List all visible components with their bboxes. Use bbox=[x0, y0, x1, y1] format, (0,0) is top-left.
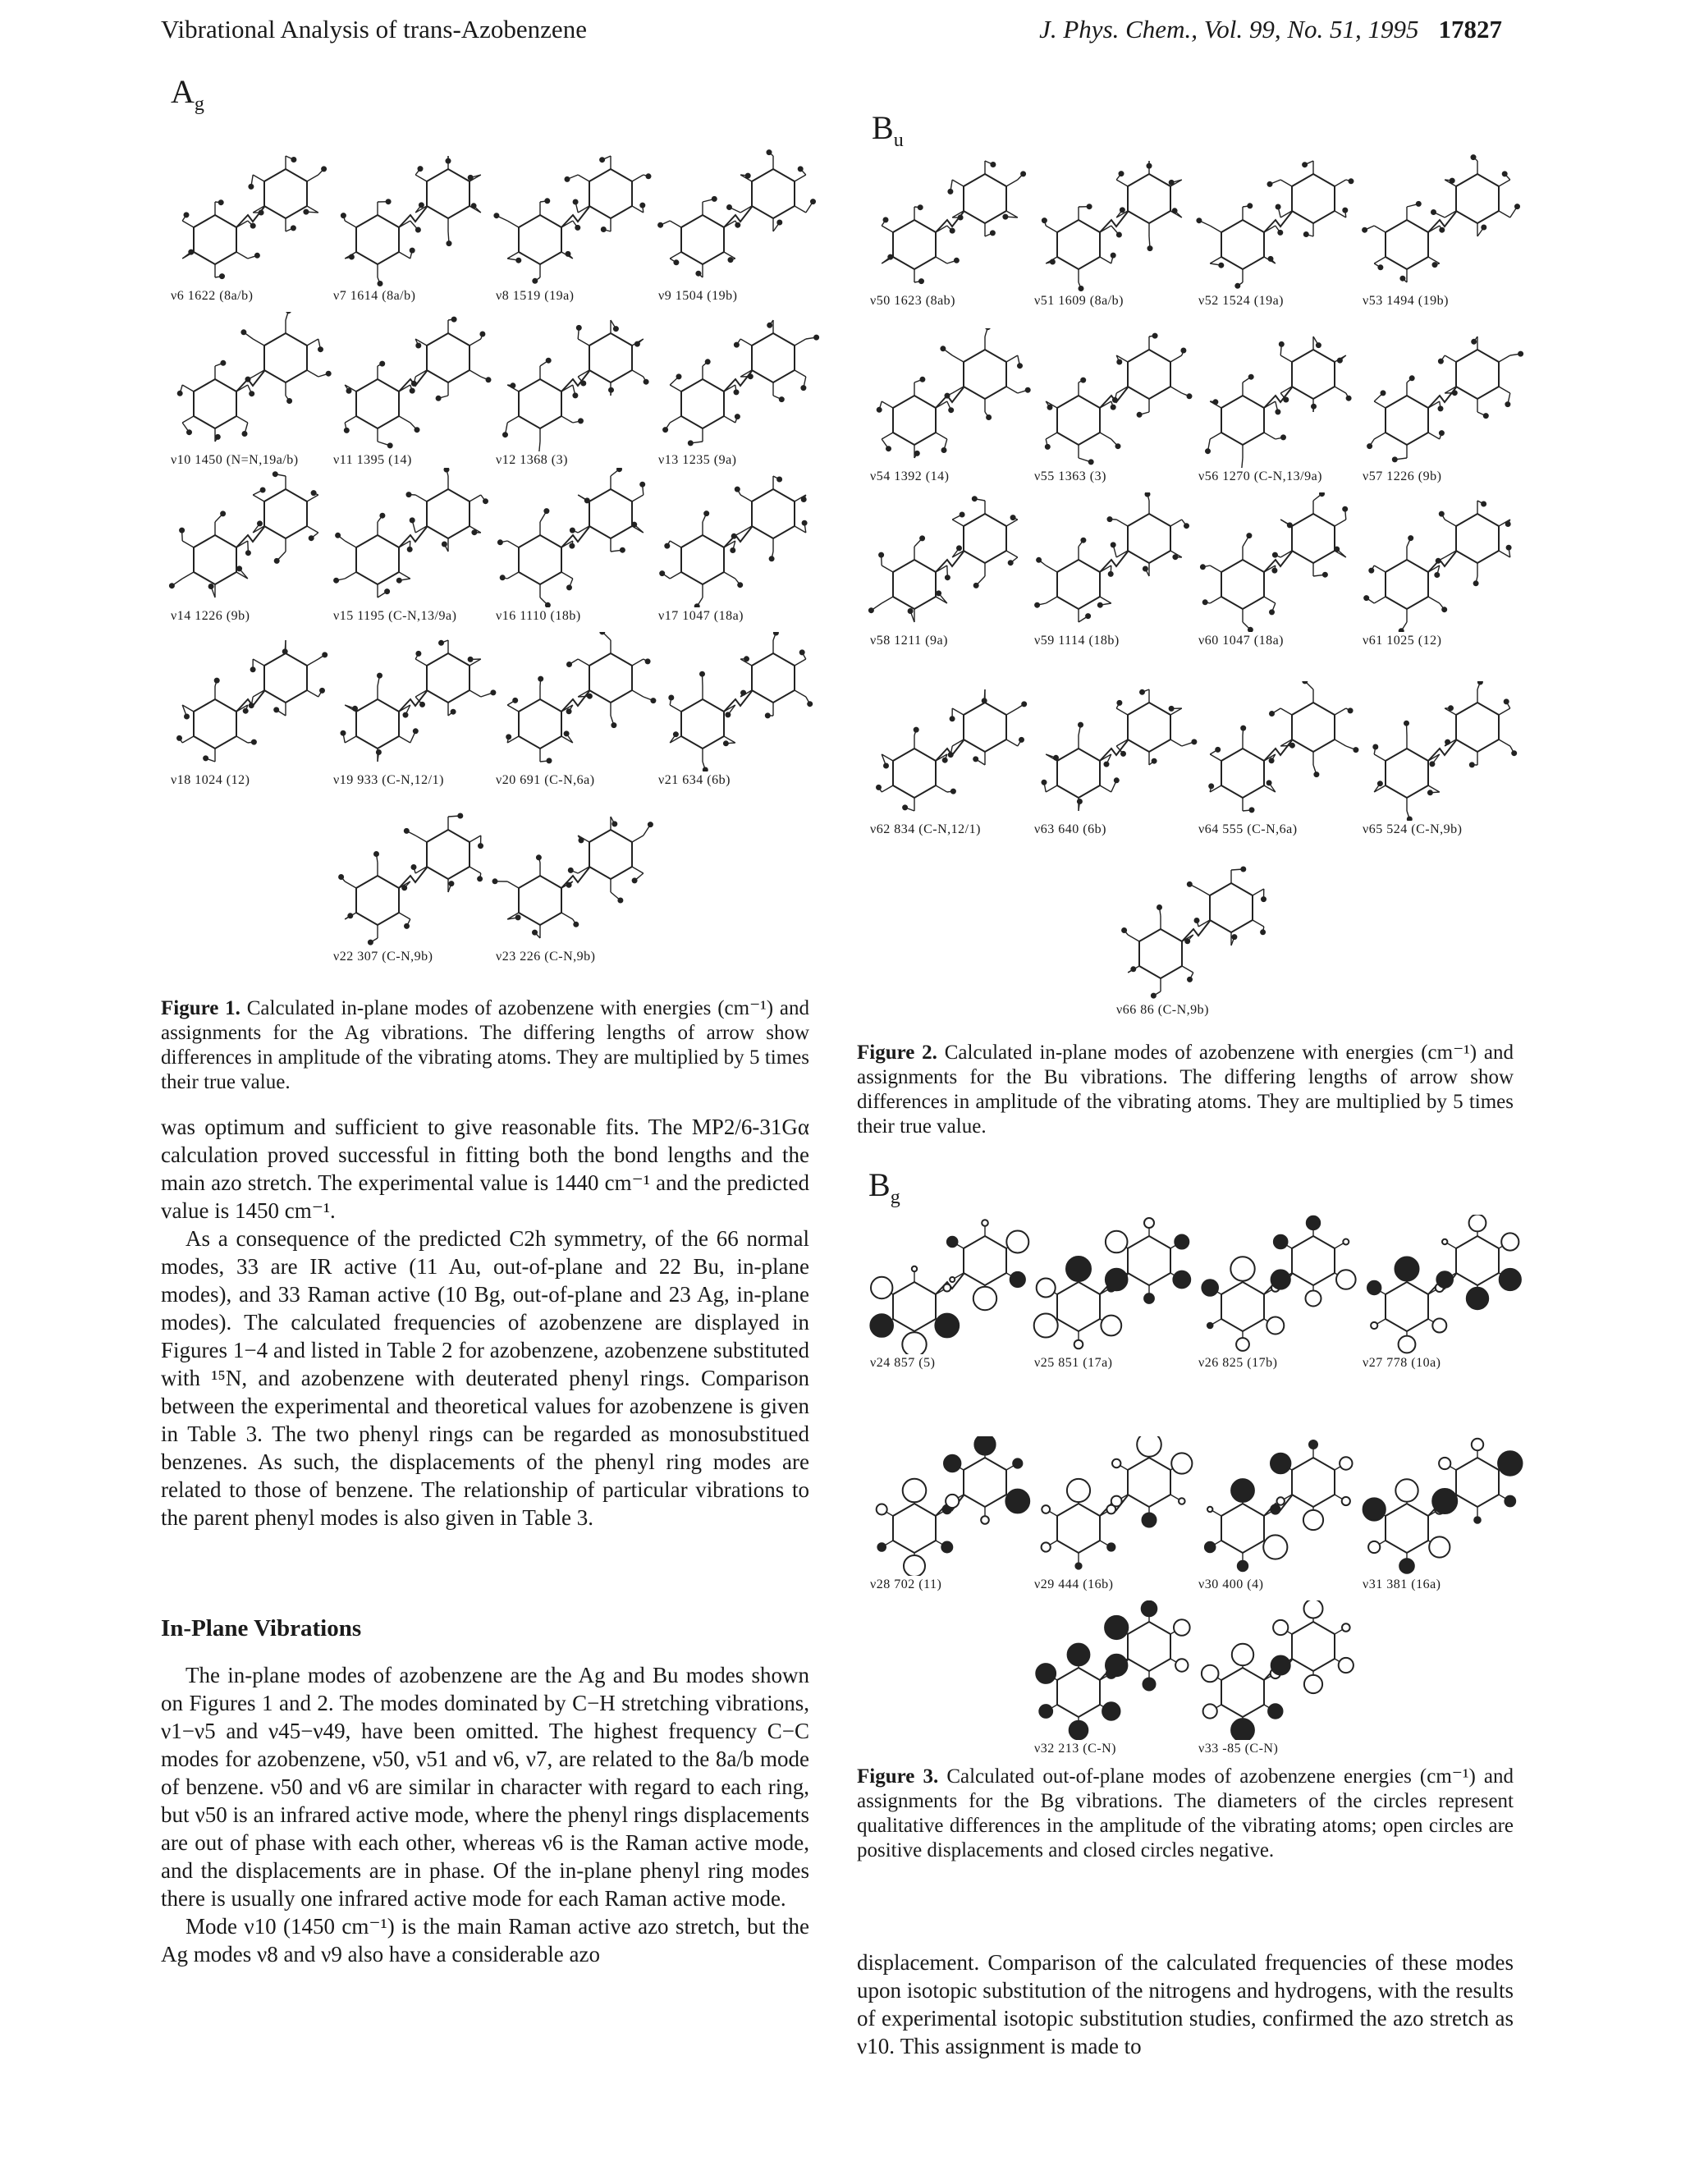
mode-diagram bbox=[863, 328, 1036, 468]
left-column-body bbox=[161, 1113, 809, 1532]
mode-label: ν65 524 (C-N,9b) bbox=[1363, 822, 1463, 836]
mode-diagram bbox=[164, 312, 337, 451]
azobenzene-mode-diagram bbox=[652, 468, 824, 607]
figure-1-caption-text: Calculated in-plane modes of azobenzene with energies (cm⁻¹) and assignments for the Ag vibrations. The differing lengths of arrow show differences in amplitude of the vibrating atoms. They are multiplied by 5 times their true value. bbox=[161, 997, 809, 1093]
mode-diagram bbox=[489, 632, 662, 771]
azobenzene-mode-diagram bbox=[164, 468, 337, 607]
mode-diagram bbox=[327, 312, 499, 451]
azobenzene-mode-diagram bbox=[489, 148, 662, 287]
mode-label: ν10 1450 (N=N,19a/b) bbox=[171, 453, 299, 467]
paragraph-3: The in-plane modes of azobenzene are the Ag and Bu modes shown on Figures 1 and 2. The modes dominated by C−H stretching vibrations, ν1−ν5 and ν45−ν49, have been omitted. The highest frequency C−C modes for azobenzene, ν50, ν51 and ν6, ν7, are related to the 8a/b mode of benzene. ν50 and ν6 are similar in character with regard to each ring, but ν50 is an infrared active mode, where the phenyl rings displacements are out of phase with each other, whereas ν6 is the Raman active mode, and the displacements are in phase. Of the in-plane phenyl ring modes there is usually one infrared active mode for each Raman active mode. bbox=[161, 1663, 809, 1911]
mode-diagram bbox=[1028, 1600, 1200, 1740]
mode-label: ν61 1025 (12) bbox=[1363, 634, 1442, 648]
azobenzene-mode-diagram bbox=[1028, 328, 1200, 468]
mode-diagram bbox=[1028, 1215, 1200, 1354]
mode-diagram bbox=[489, 808, 662, 948]
mode-label: ν25 851 (17a) bbox=[1034, 1356, 1113, 1370]
mode-diagram bbox=[1356, 492, 1528, 632]
mode-label: ν62 834 (C-N,12/1) bbox=[870, 822, 981, 836]
mode-diagram bbox=[1192, 1436, 1364, 1576]
mode-label: ν16 1110 (18b) bbox=[496, 609, 581, 623]
mode-diagram bbox=[1028, 681, 1200, 821]
azobenzene-mode-diagram bbox=[327, 808, 499, 948]
figure-1-caption-label: Figure 1. bbox=[161, 997, 240, 1019]
azobenzene-mode-diagram bbox=[327, 468, 499, 607]
mode-diagram bbox=[164, 632, 337, 771]
mode-diagram bbox=[1110, 862, 1282, 1001]
mode-diagram bbox=[1028, 1436, 1200, 1576]
mode-diagram bbox=[1192, 1600, 1364, 1740]
azobenzene-mode-diagram bbox=[1192, 681, 1364, 821]
azobenzene-mode-diagram bbox=[1028, 681, 1200, 821]
azobenzene-mode-diagram bbox=[652, 632, 824, 771]
mode-diagram bbox=[863, 1436, 1036, 1576]
running-header-title: Vibrational Analysis of trans-Azobenzene bbox=[161, 15, 587, 43]
mode-label: ν30 400 (4) bbox=[1198, 1577, 1264, 1591]
mode-label: ν22 307 (C-N,9b) bbox=[333, 950, 433, 964]
mode-label: ν27 778 (10a) bbox=[1363, 1356, 1441, 1370]
azobenzene-mode-diagram bbox=[1356, 492, 1528, 632]
mode-label: ν28 702 (11) bbox=[870, 1577, 942, 1591]
azobenzene-mode-diagram bbox=[1192, 1436, 1364, 1576]
azobenzene-mode-diagram bbox=[489, 312, 662, 451]
journal-citation: J. Phys. Chem., Vol. 99, No. 51, 1995 bbox=[1039, 15, 1419, 43]
mode-diagram bbox=[652, 312, 824, 451]
mode-diagram bbox=[652, 632, 824, 771]
mode-diagram bbox=[1028, 492, 1200, 632]
mode-label: ν14 1226 (9b) bbox=[171, 609, 250, 623]
mode-label: ν32 213 (C-N) bbox=[1034, 1742, 1116, 1756]
paragraph-right-1: displacement. Comparison of the calculated frequencies of these modes upon isotopic substitution of the nitrogens and hydrogens, with the results of experimental isotopic substitution studies, confirmed the azo stretch as ν10. This assignment is made to bbox=[857, 1950, 1514, 2058]
mode-label: ν59 1114 (18b) bbox=[1034, 634, 1120, 648]
mode-label: ν29 444 (16b) bbox=[1034, 1577, 1114, 1591]
azobenzene-mode-diagram bbox=[652, 312, 824, 451]
bg-section-label: $B_g$ bbox=[868, 1166, 900, 1208]
mode-diagram bbox=[863, 492, 1036, 632]
azobenzene-mode-diagram bbox=[1356, 681, 1528, 821]
azobenzene-mode-diagram bbox=[327, 148, 499, 287]
mode-diagram bbox=[164, 148, 337, 287]
mode-diagram bbox=[1192, 492, 1364, 632]
mode-label: ν7 1614 (8a/b) bbox=[333, 289, 416, 303]
mode-label: ν19 933 (C-N,12/1) bbox=[333, 773, 444, 787]
mode-label: ν21 634 (6b) bbox=[658, 773, 731, 787]
mode-diagram bbox=[1192, 1215, 1364, 1354]
mode-diagram bbox=[1028, 153, 1200, 292]
azobenzene-mode-diagram bbox=[489, 468, 662, 607]
mode-diagram bbox=[1356, 1436, 1528, 1576]
mode-diagram bbox=[1192, 681, 1364, 821]
azobenzene-mode-diagram bbox=[327, 312, 499, 451]
section-heading-in-plane: In-Plane Vibrations bbox=[161, 1615, 362, 1641]
mode-diagram bbox=[1356, 328, 1528, 468]
mode-diagram bbox=[489, 148, 662, 287]
mode-label: ν12 1368 (3) bbox=[496, 453, 568, 467]
mode-diagram bbox=[863, 681, 1036, 821]
azobenzene-mode-diagram bbox=[489, 632, 662, 771]
azobenzene-mode-diagram bbox=[1356, 1436, 1528, 1576]
mode-label: ν53 1494 (19b) bbox=[1363, 294, 1449, 308]
azobenzene-mode-diagram bbox=[1356, 1215, 1528, 1354]
mode-diagram bbox=[1028, 328, 1200, 468]
mode-diagram bbox=[863, 1215, 1036, 1354]
azobenzene-mode-diagram bbox=[863, 681, 1036, 821]
mode-label: ν57 1226 (9b) bbox=[1363, 469, 1442, 483]
mode-diagram bbox=[327, 468, 499, 607]
azobenzene-mode-diagram bbox=[164, 632, 337, 771]
azobenzene-mode-diagram bbox=[863, 328, 1036, 468]
page-number: 17827 bbox=[1438, 15, 1502, 43]
mode-label: ν17 1047 (18a) bbox=[658, 609, 744, 623]
mode-diagram bbox=[652, 468, 824, 607]
figure-3-caption-text: Calculated out-of-plane modes of azobenzene energies (cm⁻¹) and assignments for the Bg vibrations. The diameters of the circles represent qualitative differences in the amplitude of the vibrating atoms; open circles are positive displacements and closed circles negative. bbox=[857, 1765, 1514, 1861]
mode-diagram bbox=[327, 808, 499, 948]
azobenzene-mode-diagram bbox=[1192, 328, 1364, 468]
running-header-journal bbox=[1039, 15, 1502, 44]
azobenzene-mode-diagram bbox=[863, 492, 1036, 632]
mode-label: ν6 1622 (8a/b) bbox=[171, 289, 254, 303]
mode-label: ν26 825 (17b) bbox=[1198, 1356, 1278, 1370]
paragraph-2: As a consequence of the predicted C2h symmetry, of the 66 normal modes, 33 are IR active (11 Au, out-of-plane and 22 Bu, in-plane modes), and 33 Raman active (10 Bg, out-of-plane and 23 Ag, in-plane modes). The calculated frequencies of azobenzene are displayed in Figures 1−4 and listed in Table 2 for azobenzene, azobenzene substituted with ¹⁵N, and azobenzene with deuterated phenyl rings. Comparison between the experimental and theoretical values for azobenzene is given in Table 3. The two phenyl rings can be regarded as monosubstitued benzenes. As such, the displacements of the phenyl ring modes are related to those of benzene. The relationship of particular vibrations to the parent phenyl modes is also given in Table 3. bbox=[161, 1226, 809, 1530]
figure-2-caption bbox=[857, 1041, 1514, 1139]
mode-diagram bbox=[1356, 681, 1528, 821]
azobenzene-mode-diagram bbox=[164, 312, 337, 451]
figure-2-caption-text: Calculated in-plane modes of azobenzene with energies (cm⁻¹) and assignments for the Bu vibrations. The differing lengths of arrow show differences in amplitude of the vibrating atoms. They are multiplied by 5 times their true value. bbox=[857, 1042, 1514, 1138]
azobenzene-mode-diagram bbox=[164, 148, 337, 287]
azobenzene-mode-diagram bbox=[1028, 1600, 1200, 1740]
mode-diagram bbox=[1192, 328, 1364, 468]
azobenzene-mode-diagram bbox=[1028, 492, 1200, 632]
paragraph-1: was optimum and sufficient to give reasonable fits. The MP2/6-31Gα calculation proved successful in fitting both the bond lengths and the main azo stretch. The experimental value is 1440 cm⁻¹ and the predicted value is 1450 cm⁻¹. bbox=[161, 1115, 809, 1223]
azobenzene-mode-diagram bbox=[1110, 862, 1282, 1001]
left-column-body-2 bbox=[161, 1661, 809, 1968]
figure-1-caption bbox=[161, 996, 809, 1095]
azobenzene-mode-diagram bbox=[1356, 153, 1528, 292]
mode-label: ν9 1504 (19b) bbox=[658, 289, 738, 303]
azobenzene-mode-diagram bbox=[1192, 153, 1364, 292]
mode-diagram bbox=[1192, 153, 1364, 292]
mode-label: ν55 1363 (3) bbox=[1034, 469, 1106, 483]
paragraph-4: Mode ν10 (1450 cm⁻¹) is the main Raman active azo stretch, but the Ag modes ν8 and ν9 also have a considerable azo bbox=[161, 1914, 809, 1967]
mode-diagram bbox=[652, 148, 824, 287]
mode-diagram bbox=[863, 153, 1036, 292]
azobenzene-mode-diagram bbox=[1028, 1436, 1200, 1576]
mode-diagram bbox=[1356, 153, 1528, 292]
mode-label: ν66 86 (C-N,9b) bbox=[1116, 1003, 1209, 1017]
figure-2-caption-label: Figure 2. bbox=[857, 1042, 937, 1064]
mode-label: ν23 226 (C-N,9b) bbox=[496, 950, 596, 964]
mode-label: ν11 1395 (14) bbox=[333, 453, 412, 467]
mode-diagram bbox=[327, 632, 499, 771]
azobenzene-mode-diagram bbox=[1028, 153, 1200, 292]
mode-diagram bbox=[164, 468, 337, 607]
mode-label: ν63 640 (6b) bbox=[1034, 822, 1106, 836]
figure-3-caption-label: Figure 3. bbox=[857, 1765, 939, 1788]
azobenzene-mode-diagram bbox=[652, 148, 824, 287]
azobenzene-mode-diagram bbox=[1028, 1215, 1200, 1354]
azobenzene-mode-diagram bbox=[1192, 1600, 1364, 1740]
bu-section-label: $B_u$ bbox=[872, 109, 904, 151]
mode-label: ν58 1211 (9a) bbox=[870, 634, 948, 648]
mode-label: ν31 381 (16a) bbox=[1363, 1577, 1441, 1591]
mode-label: ν56 1270 (C-N,13/9a) bbox=[1198, 469, 1322, 483]
mode-label: ν24 857 (5) bbox=[870, 1356, 936, 1370]
mode-label: ν13 1235 (9a) bbox=[658, 453, 737, 467]
mode-label: ν20 691 (C-N,6a) bbox=[496, 773, 595, 787]
azobenzene-mode-diagram bbox=[489, 808, 662, 948]
mode-diagram bbox=[489, 468, 662, 607]
azobenzene-mode-diagram bbox=[863, 1436, 1036, 1576]
azobenzene-mode-diagram bbox=[1192, 1215, 1364, 1354]
mode-label: ν8 1519 (19a) bbox=[496, 289, 575, 303]
mode-label: ν60 1047 (18a) bbox=[1198, 634, 1284, 648]
mode-diagram bbox=[1356, 1215, 1528, 1354]
azobenzene-mode-diagram bbox=[1192, 492, 1364, 632]
mode-label: ν18 1024 (12) bbox=[171, 773, 250, 787]
azobenzene-mode-diagram bbox=[863, 1215, 1036, 1354]
mode-label: ν33 -85 (C-N) bbox=[1198, 1742, 1279, 1756]
azobenzene-mode-diagram bbox=[327, 632, 499, 771]
right-column-body bbox=[857, 1948, 1514, 2060]
mode-label: ν52 1524 (19a) bbox=[1198, 294, 1284, 308]
ag-section-label: $A_g$ bbox=[171, 73, 204, 115]
mode-label: ν50 1623 (8ab) bbox=[870, 294, 955, 308]
mode-label: ν51 1609 (8a/b) bbox=[1034, 294, 1124, 308]
mode-label: ν54 1392 (14) bbox=[870, 469, 950, 483]
azobenzene-mode-diagram bbox=[1356, 328, 1528, 468]
figure-3-caption bbox=[857, 1765, 1514, 1863]
mode-label: ν64 555 (C-N,6a) bbox=[1198, 822, 1298, 836]
azobenzene-mode-diagram bbox=[863, 153, 1036, 292]
mode-label: ν15 1195 (C-N,13/9a) bbox=[333, 609, 457, 623]
mode-diagram bbox=[489, 312, 662, 451]
mode-diagram bbox=[327, 148, 499, 287]
